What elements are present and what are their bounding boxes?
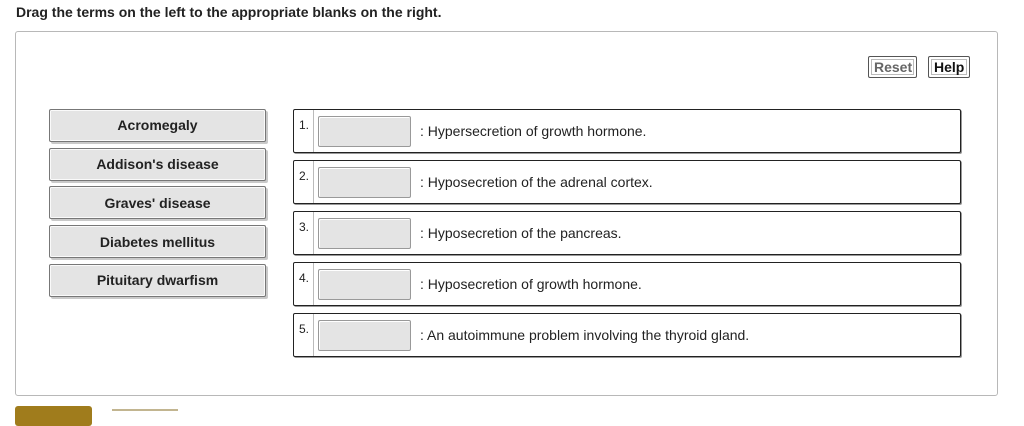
blank-number: 4. bbox=[294, 263, 314, 305]
submit-button[interactable] bbox=[15, 406, 92, 426]
blank-description: : Hyposecretion of the adrenal cortex. bbox=[420, 174, 653, 190]
term-label: Graves' disease bbox=[104, 195, 211, 211]
reset-button[interactable]: Reset bbox=[868, 56, 917, 78]
blank-row-5 bbox=[293, 313, 961, 357]
term-label: Pituitary dwarfism bbox=[96, 272, 219, 288]
term-tile-addisons-disease[interactable] bbox=[49, 148, 266, 181]
request-answer-link[interactable] bbox=[112, 409, 178, 423]
help-button[interactable]: Help bbox=[928, 56, 970, 78]
blank-row-1 bbox=[293, 109, 961, 153]
drop-target-5[interactable] bbox=[318, 320, 411, 351]
drop-target-4[interactable] bbox=[318, 269, 411, 300]
instructions-text: Drag the terms on the left to the appropriate blanks on the right. bbox=[16, 4, 442, 20]
blank-row-2 bbox=[293, 160, 961, 204]
blank-row-4 bbox=[293, 262, 961, 306]
blank-description: : Hyposecretion of growth hormone. bbox=[420, 276, 642, 292]
term-label: Addison's disease bbox=[96, 156, 219, 172]
term-label: Diabetes mellitus bbox=[99, 234, 216, 250]
blank-description: : An autoimmune problem involving the thyroid gland. bbox=[420, 327, 750, 343]
blank-number: 2. bbox=[294, 161, 314, 203]
blank-description: : Hyposecretion of the pancreas. bbox=[420, 225, 622, 241]
term-tile-diabetes-mellitus[interactable] bbox=[49, 225, 266, 258]
drop-target-1[interactable] bbox=[318, 116, 411, 147]
blank-number: 1. bbox=[294, 110, 314, 152]
term-tile-graves-disease[interactable] bbox=[49, 186, 266, 219]
blank-number: 5. bbox=[294, 314, 314, 356]
drop-target-3[interactable] bbox=[318, 218, 411, 249]
blank-description: : Hypersecretion of growth hormone. bbox=[420, 123, 647, 139]
blank-number: 3. bbox=[294, 212, 314, 254]
term-tile-pituitary-dwarfism[interactable] bbox=[49, 264, 266, 297]
drop-target-2[interactable] bbox=[318, 167, 411, 198]
term-tile-acromegaly[interactable] bbox=[49, 109, 266, 142]
blank-row-3 bbox=[293, 211, 961, 255]
term-label: Acromegaly bbox=[117, 117, 198, 133]
